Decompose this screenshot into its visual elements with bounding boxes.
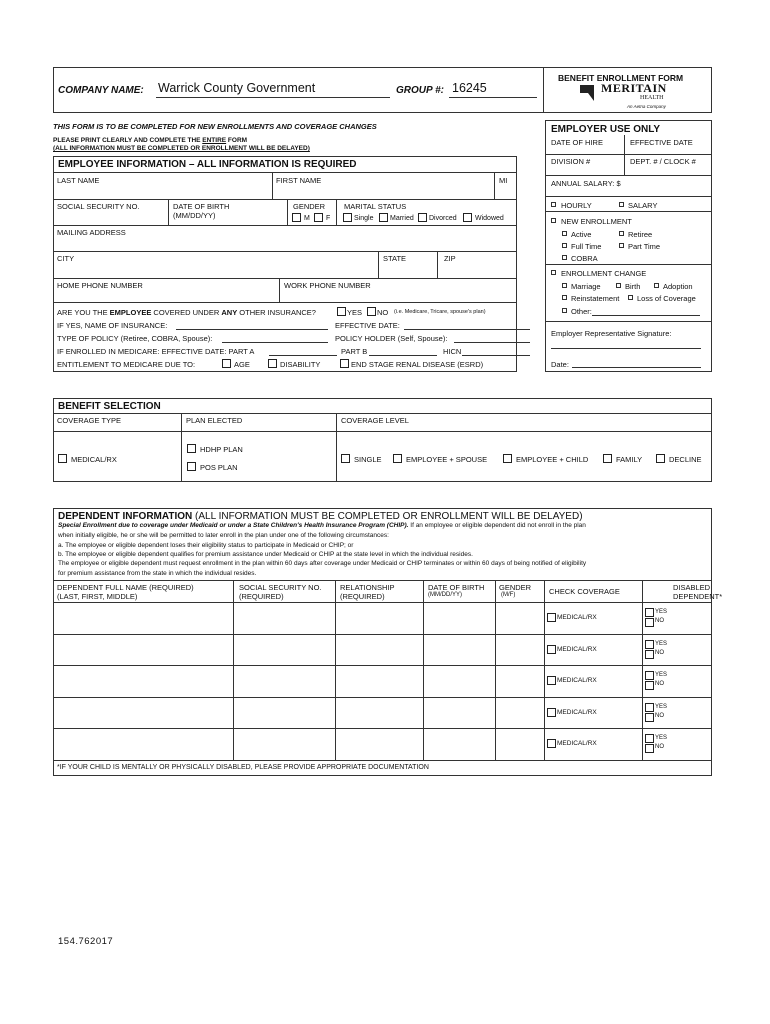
employer-section-title: EMPLOYER USE ONLY xyxy=(551,124,661,135)
widowed-label: Widowed xyxy=(475,215,504,222)
emp-div-1 xyxy=(624,135,625,175)
dep-disabled-no-checkbox[interactable] xyxy=(645,713,654,722)
ins-effective-label: EFFECTIVE DATE: xyxy=(335,321,400,330)
dep-disabled-no-checkbox[interactable] xyxy=(645,744,654,753)
medical-rx-label: MEDICAL/RX xyxy=(71,455,117,464)
dependent-note-1 xyxy=(58,522,586,529)
other-ins-yes-label: YES xyxy=(347,308,363,317)
dep-medical-label: MEDICAL/RX xyxy=(557,646,597,653)
benefit-rule-2 xyxy=(53,431,712,432)
dob-label: DATE OF BIRTH xyxy=(173,202,230,211)
form-id: 154.762017 xyxy=(58,936,114,947)
dep-medical-label: MEDICAL/RX xyxy=(557,614,597,621)
instruction-2c: FORM xyxy=(226,137,248,144)
dep-disabled-yes-checkbox[interactable] xyxy=(645,640,654,649)
other-line[interactable] xyxy=(592,315,700,316)
signature-label: Employer Representative Signature: xyxy=(551,329,672,338)
benefit-div-1 xyxy=(181,413,182,482)
hourly-label: HOURLY xyxy=(561,201,592,210)
dep-col-ssn: SOCIAL SECURITY NO. xyxy=(239,583,322,592)
dep-disabled-no-label: NO xyxy=(655,713,664,719)
dep-disabled-no-label: NO xyxy=(655,618,664,624)
brand-sub: HEALTH xyxy=(640,95,664,101)
level-single-checkbox[interactable] xyxy=(341,454,350,463)
row2-div-c xyxy=(336,199,337,225)
dependent-note-2: when initially eligible, he or she will be permitted to later enroll in the plan under one of the following circumstances: xyxy=(58,532,389,539)
employee-section-title: EMPLOYEE INFORMATION – ALL INFORMATION IS REQUIRED xyxy=(58,159,357,170)
ins-effective-line[interactable] xyxy=(404,329,530,330)
insurance-name-label: IF YES, NAME OF INSURANCE: xyxy=(57,321,168,330)
dep-medical-label: MEDICAL/RX xyxy=(557,677,597,684)
emp-rule-1 xyxy=(545,154,712,155)
dep-col-rel-sub: (REQUIRED) xyxy=(340,592,385,601)
married-label: Married xyxy=(390,215,414,222)
retiree-checkbox[interactable] xyxy=(619,231,624,236)
single-checkbox[interactable] xyxy=(343,213,352,222)
dep-footnote-rule xyxy=(53,760,712,761)
dept-label: DEPT. # / CLOCK # xyxy=(630,157,696,166)
oi-a: ARE YOU THE xyxy=(57,308,110,317)
dep-col-rel: RELATIONSHIP xyxy=(340,583,395,592)
row3-rule xyxy=(53,251,517,252)
part-time-label: Part Time xyxy=(628,242,661,251)
plan-elected-header: PLAN ELECTED xyxy=(186,416,243,425)
row4-div-b xyxy=(437,251,438,278)
birth-label: Birth xyxy=(625,282,641,291)
mailing-label: MAILING ADDRESS xyxy=(57,228,126,237)
enrollment-change-checkbox[interactable] xyxy=(551,270,556,275)
company-name-underline xyxy=(156,97,390,98)
level-family-label: FAMILY xyxy=(616,455,643,464)
insurance-name-line[interactable] xyxy=(176,329,328,330)
emp-rule-5 xyxy=(545,264,712,265)
row5-div-a xyxy=(279,278,280,302)
emp-rule-3 xyxy=(545,196,712,197)
hourly-checkbox[interactable] xyxy=(551,202,556,207)
dep-medical-checkbox[interactable] xyxy=(547,708,556,717)
coverage-level-header: COVERAGE LEVEL xyxy=(341,416,409,425)
dependent-title-bold: DEPENDENT INFORMATION xyxy=(58,511,193,522)
disability-label: DISABILITY xyxy=(280,360,321,369)
dep-medical-checkbox[interactable] xyxy=(547,676,556,685)
dependent-footnote: *IF YOUR CHILD IS MENTALLY OR PHYSICALLY DISABLED, PLEASE PROVIDE APPROPRIATE DOCUMENTATION xyxy=(57,764,429,771)
date-hire-label: DATE OF HIRE xyxy=(551,138,603,147)
emp-rule-6 xyxy=(545,321,712,322)
other-checkbox[interactable] xyxy=(562,308,567,313)
cobra-label: COBRA xyxy=(571,254,598,263)
level-emp-spouse-label: EMPLOYEE + SPOUSE xyxy=(406,455,488,464)
employee-title-rule xyxy=(53,172,517,173)
divorced-label: Divorced xyxy=(429,215,457,222)
row4-div-a xyxy=(378,251,379,278)
dep-col-name: DEPENDENT FULL NAME (REQUIRED) xyxy=(57,583,194,592)
home-phone-label: HOME PHONE NUMBER xyxy=(57,281,143,290)
dep-disabled-no-checkbox[interactable] xyxy=(645,650,654,659)
employer-date-line[interactable] xyxy=(572,367,701,368)
gender-label: GENDER xyxy=(293,202,326,211)
dep-disabled-no-checkbox[interactable] xyxy=(645,618,654,627)
level-family-checkbox[interactable] xyxy=(603,454,612,463)
marriage-label: Marriage xyxy=(571,282,601,291)
marital-label: MARITAL STATUS xyxy=(344,202,407,211)
reinstatement-checkbox[interactable] xyxy=(562,295,567,300)
dependent-note-5: The employee or eligible dependent must request enrollment in the plan within 60 days after coverage under Medicaid or CHIP terminates or within 60 days of being notified of eligibility xyxy=(58,560,587,567)
adoption-label: Adoption xyxy=(663,282,693,291)
medicare-part-a-line[interactable] xyxy=(269,355,337,356)
salary-label: ANNUAL SALARY: $ xyxy=(551,179,621,188)
header-divider xyxy=(543,67,544,113)
emp-rule-4 xyxy=(545,211,712,212)
salary-checkbox[interactable] xyxy=(619,202,624,207)
pos-plan-checkbox[interactable] xyxy=(187,462,196,471)
level-emp-child-checkbox[interactable] xyxy=(503,454,512,463)
dependent-note-3: a. The employee or eligible dependent loses their eligibility status to participate in Medicaid or CHIP; or xyxy=(58,542,354,549)
active-label: Active xyxy=(571,230,592,239)
row1-div-b xyxy=(494,172,495,199)
instruction-line-2 xyxy=(53,137,247,144)
oi-c: COVERED UNDER xyxy=(151,308,222,317)
mi-label: MI xyxy=(499,176,508,185)
part-time-checkbox[interactable] xyxy=(619,243,624,248)
policy-holder-line[interactable] xyxy=(454,342,530,343)
age-checkbox[interactable] xyxy=(222,359,231,368)
dep-medical-checkbox[interactable] xyxy=(547,739,556,748)
dep-disabled-yes-label: YES xyxy=(655,735,668,741)
row2-rule xyxy=(53,225,517,226)
oi-e: OTHER INSURANCE? xyxy=(237,308,316,317)
hicn-line[interactable] xyxy=(462,355,530,356)
other-ins-yes-checkbox[interactable] xyxy=(337,307,346,316)
enrollment-change-label: ENROLLMENT CHANGE xyxy=(561,269,647,278)
dep-col-disabled: DISABLED xyxy=(673,583,711,592)
active-checkbox[interactable] xyxy=(562,231,567,236)
other-insurance-question xyxy=(57,308,316,317)
other-ins-no-label: NO xyxy=(377,308,389,317)
signature-line[interactable] xyxy=(551,348,701,349)
employer-date-label: Date: xyxy=(551,360,569,369)
divorced-checkbox[interactable] xyxy=(418,213,427,222)
dependent-note-6: for premium assistance from the state in which the individual resides. xyxy=(58,570,257,577)
dep-col-gender: GENDER xyxy=(499,583,532,592)
hdhp-plan-checkbox[interactable] xyxy=(187,444,196,453)
dep-disabled-yes-label: YES xyxy=(655,641,668,647)
dep-disabled-no-label: NO xyxy=(655,650,664,656)
oi-b: EMPLOYEE xyxy=(109,308,152,317)
instruction-2a: PLEASE PRINT CLEARLY AND COMPLETE THE xyxy=(53,137,203,144)
dep-header-top xyxy=(53,580,712,581)
hicn-label: HICN xyxy=(443,347,462,356)
dependent-note-4: b. The employee or eligible dependent qualifies for premium assistance under Medicaid or CHIP at the state level in which the individual resides. xyxy=(58,551,473,558)
dep-disabled-yes-label: YES xyxy=(655,672,668,678)
level-emp-spouse-checkbox[interactable] xyxy=(393,454,402,463)
dep-disabled-no-label: NO xyxy=(655,744,664,750)
dep-col-coverage: CHECK COVERAGE xyxy=(549,587,620,596)
level-emp-child-label: EMPLOYEE + CHILD xyxy=(516,455,589,464)
medical-rx-checkbox[interactable] xyxy=(58,454,67,463)
dob-format: (MM/DD/YY) xyxy=(173,211,216,220)
hdhp-plan-label: HDHP PLAN xyxy=(200,445,243,454)
table-row[interactable] xyxy=(53,665,712,697)
work-phone-label: WORK PHONE NUMBER xyxy=(284,281,371,290)
row1-rule xyxy=(53,199,517,200)
table-row[interactable] xyxy=(53,634,712,666)
birth-checkbox[interactable] xyxy=(616,283,621,288)
note-1-rest: If an employee or eligible dependent did not enroll in the plan xyxy=(408,522,586,529)
row5-rule xyxy=(53,302,517,303)
policy-holder-label: POLICY HOLDER (Self, Spouse): xyxy=(335,334,448,343)
dep-medical-checkbox[interactable] xyxy=(547,613,556,622)
dep-col-ssn-sub: (REQUIRED) xyxy=(239,592,284,601)
city-label: CITY xyxy=(57,254,75,263)
group-label: GROUP #: xyxy=(396,85,444,96)
brand-logo-mark xyxy=(578,83,598,103)
benefit-div-2 xyxy=(336,413,337,482)
dep-medical-label: MEDICAL/RX xyxy=(557,709,597,716)
dep-col-name-sub: (LAST, FIRST, MIDDLE) xyxy=(57,592,138,601)
row2-div-b xyxy=(287,199,288,225)
married-checkbox[interactable] xyxy=(379,213,388,222)
esrd-label: END STAGE RENAL DISEASE (ESRD) xyxy=(351,360,484,369)
esrd-checkbox[interactable] xyxy=(340,359,349,368)
other-ins-note: (i.e. Medicare, Tricare, spouse's plan) xyxy=(394,309,486,315)
instruction-line-3: (ALL INFORMATION MUST BE COMPLETED OR ENROLLMENT WILL BE DELAYED) xyxy=(53,145,310,152)
policy-type-label: TYPE OF POLICY (Retiree, COBRA, Spouse): xyxy=(57,334,213,343)
row2-div-a xyxy=(168,199,169,225)
dependent-section-title xyxy=(58,511,583,522)
last-name-label: LAST NAME xyxy=(57,176,100,185)
row4-rule xyxy=(53,278,517,279)
dep-disabled-yes-checkbox[interactable] xyxy=(645,671,654,680)
medicare-part-a-label: IF ENROLLED IN MEDICARE: EFFECTIVE DATE: PART A xyxy=(57,347,255,356)
coverage-type-header: COVERAGE TYPE xyxy=(57,416,122,425)
table-row[interactable] xyxy=(53,602,712,634)
group-number-value[interactable]: 16245 xyxy=(452,81,487,95)
dep-disabled-yes-label: YES xyxy=(655,704,668,710)
single-label: Single xyxy=(354,215,374,222)
new-enrollment-checkbox[interactable] xyxy=(551,218,556,223)
table-row[interactable] xyxy=(53,697,712,729)
row1-div-a xyxy=(272,172,273,199)
dep-disabled-yes-checkbox[interactable] xyxy=(645,703,654,712)
benefit-section-title: BENEFIT SELECTION xyxy=(58,401,161,412)
loss-coverage-checkbox[interactable] xyxy=(628,295,633,300)
brand-name: MERITAIN xyxy=(601,81,667,95)
emp-rule-2 xyxy=(545,175,712,176)
other-ins-no-checkbox[interactable] xyxy=(367,307,376,316)
cobra-checkbox[interactable] xyxy=(562,255,567,260)
company-name-value[interactable]: Warrick County Government xyxy=(158,81,316,95)
level-single-label: SINGLE xyxy=(354,455,382,464)
widowed-checkbox[interactable] xyxy=(463,213,472,222)
dep-col-dob-sub: (MM/DD/YY) xyxy=(428,592,462,598)
dep-disabled-yes-checkbox[interactable] xyxy=(645,608,654,617)
level-decline-checkbox[interactable] xyxy=(656,454,665,463)
other-label: Other: xyxy=(571,307,592,316)
gender-f-label: F xyxy=(326,215,331,222)
age-label: AGE xyxy=(234,360,250,369)
dep-disabled-yes-checkbox[interactable] xyxy=(645,734,654,743)
table-row[interactable] xyxy=(53,728,712,760)
dep-medical-checkbox[interactable] xyxy=(547,645,556,654)
dep-medical-label: MEDICAL/RX xyxy=(557,740,597,747)
pos-plan-label: POS PLAN xyxy=(200,463,238,472)
form-title: BENEFIT ENROLLMENT FORM xyxy=(558,73,684,83)
dep-disabled-no-label: NO xyxy=(655,681,664,687)
ssn-label: SOCIAL SECURITY NO. xyxy=(57,202,140,211)
adoption-checkbox[interactable] xyxy=(654,283,659,288)
full-time-label: Full Time xyxy=(571,242,602,251)
dep-disabled-no-checkbox[interactable] xyxy=(645,681,654,690)
marriage-checkbox[interactable] xyxy=(562,283,567,288)
loss-coverage-label: Loss of Coverage xyxy=(637,294,696,303)
dep-col-disabled-sub: DEPENDENT* xyxy=(673,592,723,601)
medicare-part-b-label: PART B xyxy=(341,347,368,356)
note-1-bold: Special Enrollment due to coverage under Medicaid or under a State Children's Health Insurance Program (CHIP). xyxy=(58,522,409,529)
division-label: DIVISION # xyxy=(551,157,591,166)
dependent-title-rest: (ALL INFORMATION MUST BE COMPLETED OR ENROLLMENT WILL BE DELAYED) xyxy=(192,511,583,522)
effective-date-label: EFFECTIVE DATE xyxy=(630,138,693,147)
oi-d: ANY xyxy=(221,308,238,317)
policy-type-line[interactable] xyxy=(222,342,328,343)
disability-checkbox[interactable] xyxy=(268,359,277,368)
salary-option-label: SALARY xyxy=(628,201,658,210)
instruction-line-1: THIS FORM IS TO BE COMPLETED FOR NEW ENROLLMENTS AND COVERAGE CHANGES xyxy=(53,122,377,131)
instruction-2b: ENTIRE xyxy=(202,137,227,144)
benefit-rule-1 xyxy=(53,413,712,414)
state-label: STATE xyxy=(383,254,407,263)
level-decline-label: DECLINE xyxy=(669,455,702,464)
new-enrollment-label: NEW ENROLLMENT xyxy=(561,217,632,226)
dep-col-gender-sub: (M/F) xyxy=(501,592,516,598)
medicare-part-b-line[interactable] xyxy=(369,355,437,356)
entitlement-label: ENTITLEMENT TO MEDICARE DUE TO: xyxy=(57,360,196,369)
gender-m-checkbox[interactable] xyxy=(292,213,301,222)
reinstatement-label: Reinstatement xyxy=(571,294,620,303)
retiree-label: Retiree xyxy=(628,230,653,239)
gender-f-checkbox[interactable] xyxy=(314,213,323,222)
full-time-checkbox[interactable] xyxy=(562,243,567,248)
dep-disabled-yes-label: YES xyxy=(655,609,668,615)
dep-col-dob: DATE OF BIRTH xyxy=(428,583,485,592)
gender-m-label: M xyxy=(304,215,310,222)
group-number-underline xyxy=(449,97,537,98)
zip-label: ZIP xyxy=(444,254,456,263)
first-name-label: FIRST NAME xyxy=(276,176,322,185)
brand-tag: An Aetna Company xyxy=(627,104,666,109)
company-label: COMPANY NAME: xyxy=(58,85,144,96)
